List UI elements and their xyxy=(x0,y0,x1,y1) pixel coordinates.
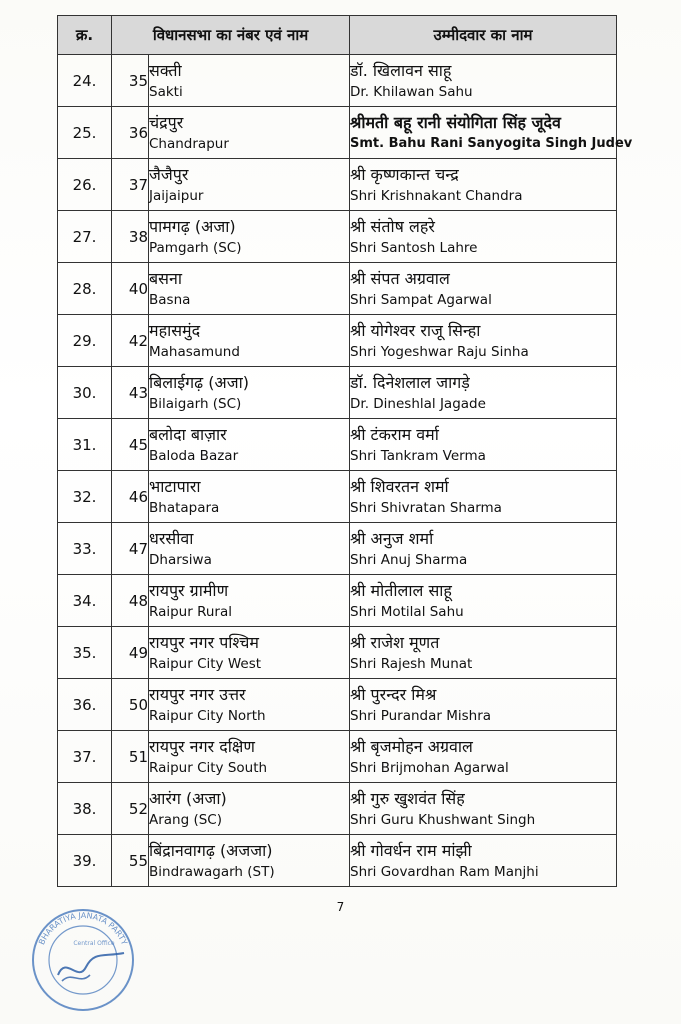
candidate-name-english: Shri Anuj Sharma xyxy=(350,551,468,568)
constituency-name-english: Sakti xyxy=(149,83,183,100)
candidate-name-english: Shri Shivratan Sharma xyxy=(350,499,502,516)
table-row xyxy=(58,315,617,367)
constituency-name xyxy=(149,107,350,159)
constituency-name-english: Arang (SC) xyxy=(149,811,223,828)
serial-number: 37. xyxy=(58,731,112,783)
constituency-name-hindi: जैजैपुर xyxy=(149,164,189,184)
table-row xyxy=(58,523,617,575)
candidate-name-english: Shri Govardhan Ram Manjhi xyxy=(350,863,539,880)
table-row xyxy=(58,835,617,887)
table-row xyxy=(58,107,617,159)
constituency-name-hindi: महासमुंद xyxy=(149,320,201,340)
candidate-name xyxy=(350,263,617,315)
candidate-name-hindi: श्री राजेश मूणत xyxy=(350,632,440,652)
candidate-name xyxy=(350,679,617,731)
serial-number: 34. xyxy=(58,575,112,627)
constituency-name-english: Pamgarh (SC) xyxy=(149,239,242,256)
serial-number: 27. xyxy=(58,211,112,263)
candidate-table xyxy=(57,15,633,887)
constituency-name-hindi: सक्ती xyxy=(149,60,182,80)
candidate-name-hindi: श्री गोवर्धन राम मांझी xyxy=(350,840,472,860)
serial-number: 31. xyxy=(58,419,112,471)
constituency-number: 48 xyxy=(112,575,149,627)
constituency-name xyxy=(149,627,350,679)
candidate-name xyxy=(350,315,617,367)
candidate-name xyxy=(350,731,617,783)
constituency-name-english: Raipur Rural xyxy=(149,603,232,620)
candidate-name-hindi: श्री पुरन्दर मिश्र xyxy=(350,684,437,704)
table-row xyxy=(58,783,617,835)
candidate-name-english: Shri Brijmohan Agarwal xyxy=(350,759,509,776)
candidate-name-english: Shri Motilal Sahu xyxy=(350,603,464,620)
serial-number: 29. xyxy=(58,315,112,367)
table-row xyxy=(58,55,617,107)
candidate-name-hindi: श्री संपत अग्रवाल xyxy=(350,268,450,288)
svg-text:Central Office: Central Office xyxy=(73,940,115,947)
candidate-name-english: Shri Tankram Verma xyxy=(350,447,486,464)
constituency-number: 36 xyxy=(112,107,149,159)
serial-number: 26. xyxy=(58,159,112,211)
serial-number: 32. xyxy=(58,471,112,523)
candidate-name-hindi: श्री गुरु खुशवंत सिंह xyxy=(350,788,465,808)
candidate-name-english: Shri Guru Khushwant Singh xyxy=(350,811,536,828)
constituency-name-english: Bilaigarh (SC) xyxy=(149,395,242,412)
constituency-name-english: Raipur City North xyxy=(149,707,266,724)
serial-number: 36. xyxy=(58,679,112,731)
table-row xyxy=(58,627,617,679)
serial-number: 25. xyxy=(58,107,112,159)
table-header-row xyxy=(58,16,617,55)
header-candidate: उम्मीदवार का नाम xyxy=(350,16,617,55)
constituency-name-hindi: आरंग (अजा) xyxy=(149,788,227,808)
constituency-name-hindi: रायपुर ग्रामीण xyxy=(149,580,229,600)
candidate-name-hindi: श्री संतोष लहरे xyxy=(350,216,435,236)
candidate-name-english: Shri Yogeshwar Raju Sinha xyxy=(350,343,529,360)
candidate-name-hindi: श्री कृष्णकान्त चन्द्र xyxy=(350,164,459,184)
constituency-name-hindi: पामगढ़ (अजा) xyxy=(149,216,236,236)
table-row xyxy=(58,679,617,731)
candidate-name-hindi: श्री अनुज शर्मा xyxy=(350,528,434,548)
constituency-name-english: Baloda Bazar xyxy=(149,447,239,464)
constituency-name-english: Bindrawagarh (ST) xyxy=(149,863,275,880)
constituency-name-english: Bhatapara xyxy=(149,499,220,516)
constituency-name xyxy=(149,55,350,107)
constituency-number: 43 xyxy=(112,367,149,419)
candidate-name-english: Shri Krishnakant Chandra xyxy=(350,187,523,204)
table-row xyxy=(58,731,617,783)
table-row xyxy=(58,159,617,211)
constituency-number: 49 xyxy=(112,627,149,679)
candidate-name xyxy=(350,367,617,419)
constituency-name xyxy=(149,211,350,263)
candidate-name-hindi: डॉ. खिलावन साहू xyxy=(350,60,452,80)
candidate-name xyxy=(350,783,617,835)
constituency-name xyxy=(149,471,350,523)
constituency-number: 40 xyxy=(112,263,149,315)
candidate-name xyxy=(350,627,617,679)
serial-number: 24. xyxy=(58,55,112,107)
candidate-name-english: Shri Santosh Lahre xyxy=(350,239,478,256)
candidate-name xyxy=(350,159,617,211)
candidate-name xyxy=(350,523,617,575)
header-serial: क्र. xyxy=(58,16,112,55)
constituency-name-hindi: रायपुर नगर पश्चिम xyxy=(149,632,259,652)
constituency-name xyxy=(149,835,350,887)
constituency-name-hindi: रायपुर नगर उत्तर xyxy=(149,684,246,704)
constituency-number: 45 xyxy=(112,419,149,471)
constituency-name-hindi: रायपुर नगर दक्षिण xyxy=(149,736,255,756)
table-row xyxy=(58,419,617,471)
table-row xyxy=(58,263,617,315)
serial-number: 38. xyxy=(58,783,112,835)
constituency-name xyxy=(149,523,350,575)
candidate-name-english: Shri Sampat Agarwal xyxy=(350,291,492,308)
candidate-name-english: Dr. Dineshlal Jagade xyxy=(350,395,486,412)
constituency-name xyxy=(149,679,350,731)
header-constituency: विधानसभा का नंबर एवं नाम xyxy=(112,16,350,55)
serial-number: 28. xyxy=(58,263,112,315)
candidate-name-hindi: श्री योगेश्वर राजू सिन्हा xyxy=(350,320,481,340)
candidate-name-english: Shri Purandar Mishra xyxy=(350,707,492,724)
candidate-name xyxy=(350,107,633,159)
serial-number: 30. xyxy=(58,367,112,419)
constituency-name-english: Dharsiwa xyxy=(149,551,212,568)
constituency-number: 37 xyxy=(112,159,149,211)
constituency-name xyxy=(149,263,350,315)
party-seal-stamp xyxy=(28,905,138,1015)
candidate-name xyxy=(350,419,617,471)
constituency-number: 50 xyxy=(112,679,149,731)
table-body xyxy=(58,55,633,887)
constituency-name-hindi: बलोदा बाज़ार xyxy=(149,424,227,444)
serial-number: 35. xyxy=(58,627,112,679)
constituency-name xyxy=(149,731,350,783)
constituency-name-english: Raipur City West xyxy=(149,655,262,672)
constituency-name-english: Jaijaipur xyxy=(149,187,204,204)
constituency-name-hindi: बिंद्रानवागढ़ (अजजा) xyxy=(149,840,273,860)
constituency-name xyxy=(149,575,350,627)
candidate-name-hindi: श्री टंकराम वर्मा xyxy=(350,424,439,444)
candidate-name xyxy=(350,55,617,107)
constituency-number: 52 xyxy=(112,783,149,835)
constituency-number: 46 xyxy=(112,471,149,523)
constituency-name xyxy=(149,367,350,419)
constituency-number: 51 xyxy=(112,731,149,783)
candidate-name-english: Smt. Bahu Rani Sanyogita Singh Judev xyxy=(350,135,633,151)
candidate-name xyxy=(350,471,617,523)
constituency-number: 47 xyxy=(112,523,149,575)
candidate-name xyxy=(350,575,617,627)
candidate-name-hindi: श्री बृजमोहन अग्रवाल xyxy=(350,736,473,756)
svg-text:BHARATIYA JANATA PARTY: BHARATIYA JANATA PARTY xyxy=(37,910,129,947)
constituency-name xyxy=(149,159,350,211)
constituency-name-hindi: भाटापारा xyxy=(149,476,201,496)
candidate-name-hindi: डॉ. दिनेशलाल जागड़े xyxy=(350,372,470,392)
constituency-name-hindi: चंद्रपुर xyxy=(149,112,184,132)
candidate-name-hindi: श्री मोतीलाल साहू xyxy=(350,580,452,600)
table-row xyxy=(58,367,617,419)
candidate-name-english: Shri Rajesh Munat xyxy=(350,655,473,672)
constituency-number: 42 xyxy=(112,315,149,367)
page-number: 7 xyxy=(336,900,345,914)
constituency-name xyxy=(149,315,350,367)
candidate-name-hindi: श्रीमती बहू रानी संयोगिता सिंह जूदेव xyxy=(350,112,561,132)
candidate-name xyxy=(350,835,617,887)
candidate-name-hindi: श्री शिवरतन शर्मा xyxy=(350,476,449,496)
constituency-name-english: Basna xyxy=(149,291,191,308)
candidate-name xyxy=(350,211,617,263)
constituency-number: 55 xyxy=(112,835,149,887)
constituency-name-english: Chandrapur xyxy=(149,135,229,152)
constituency-name-english: Mahasamund xyxy=(149,343,240,360)
candidate-name-english: Dr. Khilawan Sahu xyxy=(350,83,473,100)
constituency-number: 38 xyxy=(112,211,149,263)
constituency-number: 35 xyxy=(112,55,149,107)
constituency-name-english: Raipur City South xyxy=(149,759,268,776)
serial-number: 33. xyxy=(58,523,112,575)
constituency-name xyxy=(149,783,350,835)
constituency-name-hindi: बिलाईगढ़ (अजा) xyxy=(149,372,249,392)
constituency-name-hindi: बसना xyxy=(149,268,182,288)
table-row xyxy=(58,471,617,523)
constituency-name xyxy=(149,419,350,471)
table-row xyxy=(58,575,617,627)
serial-number: 39. xyxy=(58,835,112,887)
constituency-name-hindi: धरसीवा xyxy=(149,528,194,548)
table-row xyxy=(58,211,617,263)
